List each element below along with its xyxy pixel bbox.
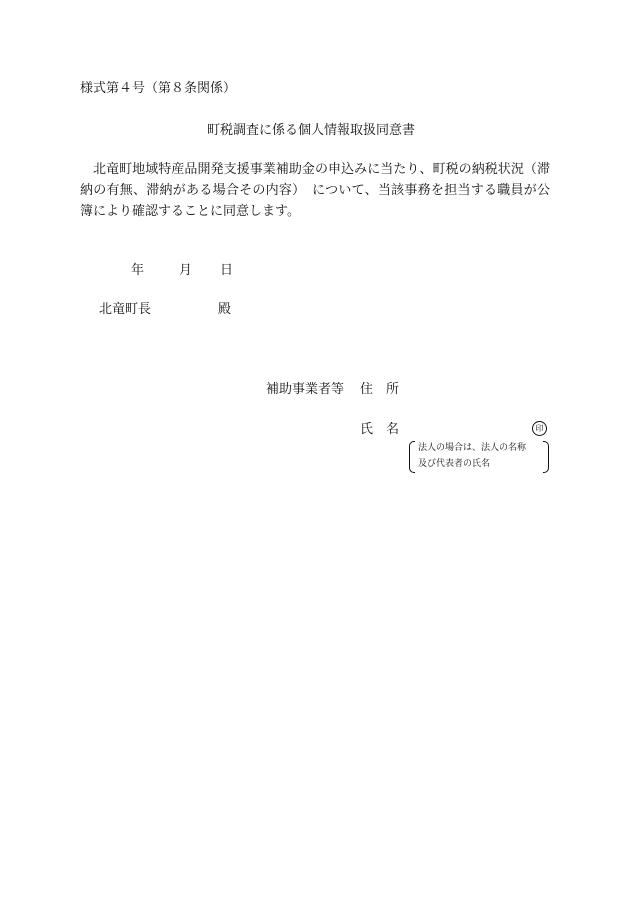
form-number: 様式第４号（第８条関係） bbox=[80, 81, 237, 96]
addressee-name: 北竜町長 bbox=[99, 302, 152, 317]
address-label: 住 所 bbox=[360, 382, 400, 397]
name-label: 氏 名 bbox=[360, 422, 400, 437]
right-bracket bbox=[543, 441, 549, 473]
seal-mark-icon: 印 bbox=[532, 421, 547, 436]
corporate-note bbox=[409, 441, 549, 473]
corporate-note-line-2: 及び代表者の氏名 bbox=[418, 459, 491, 469]
document-title: 町税調査に係る個人情報取扱同意書 bbox=[207, 123, 416, 138]
consent-body-text: 北竜町地域特産品開発支援事業補助金の申込みに当たり、町税の納税状況（滞納の有無、滞納がある場合その内容） について、当該事務を担当する職員が公簿により確認することに同意します。 bbox=[80, 162, 550, 219]
addressee-honorific: 殿 bbox=[218, 302, 232, 317]
applicant-label: 補助事業者等 bbox=[266, 382, 345, 397]
corporate-note-line-1: 法人の場合は、法人の名称 bbox=[418, 443, 527, 453]
date-year-label: 年 bbox=[131, 263, 145, 278]
date-month-label: 月 bbox=[179, 263, 193, 278]
left-bracket bbox=[409, 441, 415, 473]
date-day-label: 日 bbox=[220, 263, 234, 278]
